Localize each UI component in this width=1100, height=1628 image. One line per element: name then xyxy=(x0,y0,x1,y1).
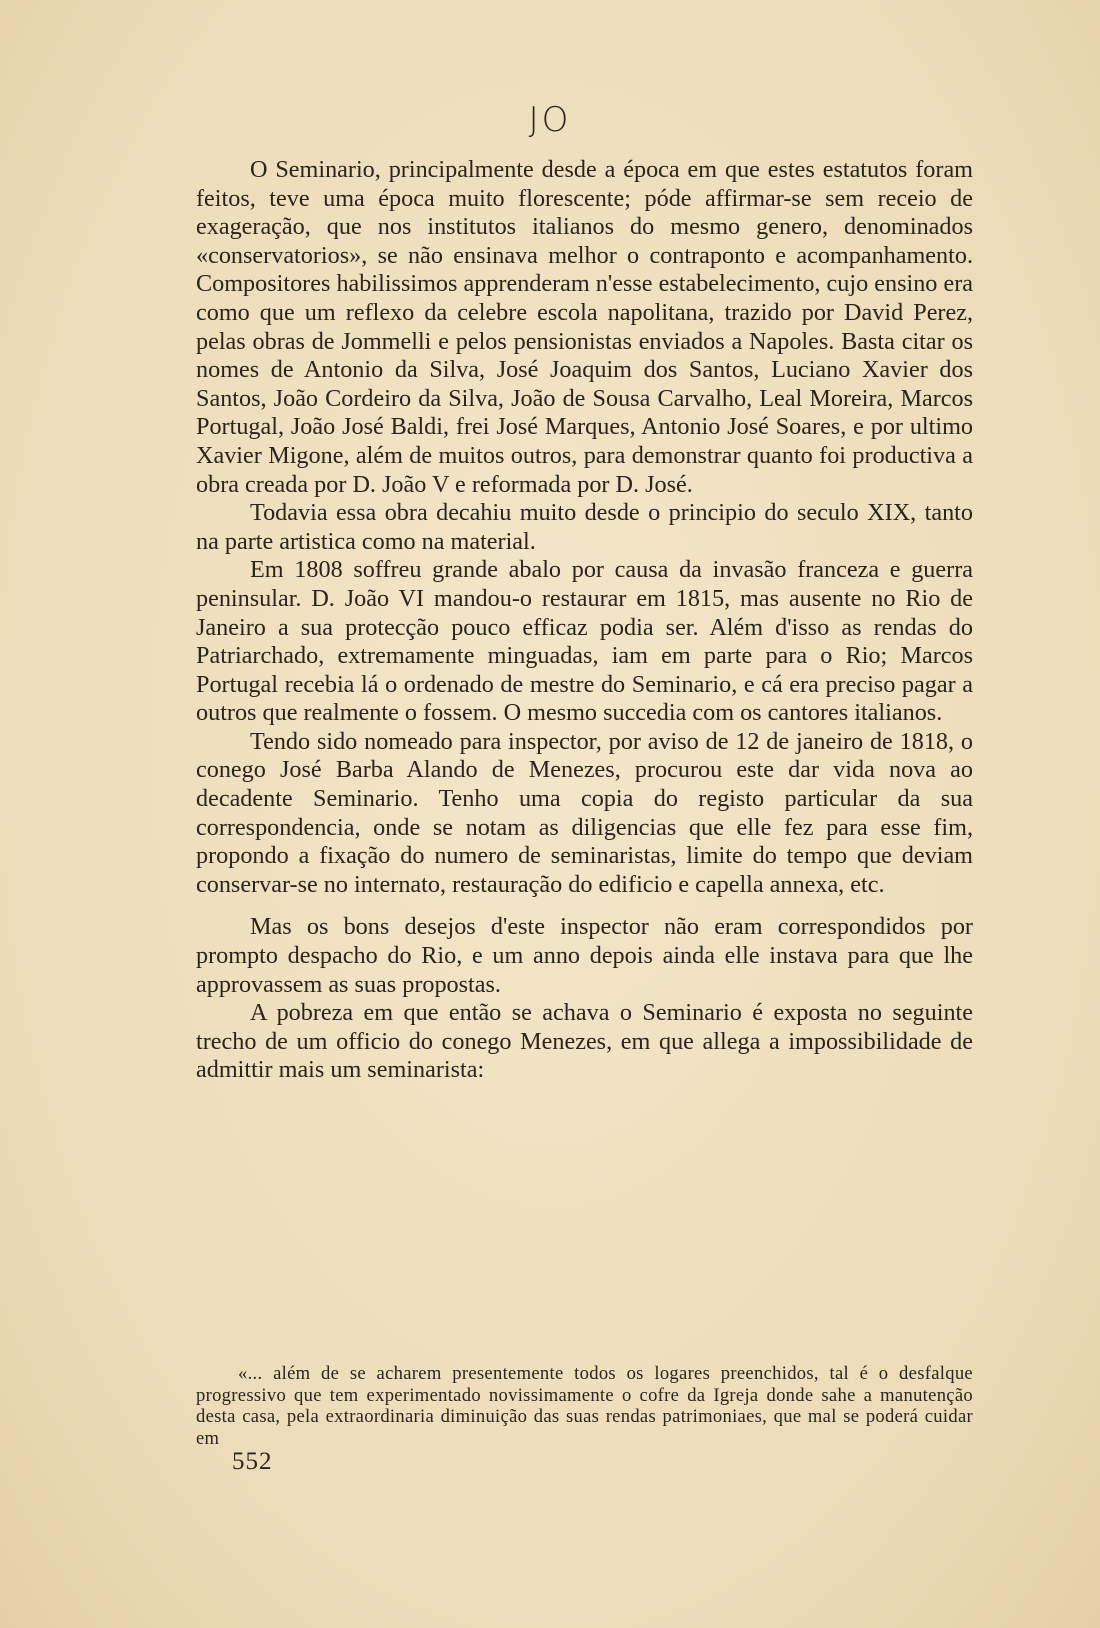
paragraph: Em 1808 soffreu grande abalo por causa da invasão franceza e guerra peninsular. D. João VI mandou-o restaurar em 1815, mas ausente no Rio de Janeiro a sua protecção pouco efficaz podia ser. Além d'isso as rendas do Patriarchado, extremamente minguadas, iam em parte para o Rio; Marcos Portugal recebia lá o ordenado de mestre do Seminario, e cá era preciso pagar a outros que realmente o fossem. O mesmo succedia com os cantores italianos. xyxy=(196,556,973,727)
body-text xyxy=(196,156,973,1085)
paragraph: A pobreza em que então se achava o Seminario é exposta no seguinte trecho de um officio do conego Menezes, em que allega a impossibilidade de admittir mais um seminarista: xyxy=(196,999,973,1084)
footnote-text: «... além de se acharem presentemente todos os logares preenchidos, tal é o desfalque progressivo que tem experimentado novissimamente o cofre da Igreja donde sahe a manutenção desta casa, pela extraordinaria diminuição das suas rendas patrimoniaes, que mal se poderá cuidar em xyxy=(196,1363,973,1449)
page-number: 552 xyxy=(232,1448,273,1475)
paragraph: Mas os bons desejos d'este inspector não eram correspondidos por prompto despacho do Rio, e um anno depois ainda elle instava para que lhe approvassem as suas propostas. xyxy=(196,913,973,998)
running-head: JO xyxy=(528,100,572,140)
paragraph: Tendo sido nomeado para inspector, por aviso de 12 de janeiro de 1818, o conego José Barba Alando de Menezes, procurou este dar vida nova ao decadente Seminario. Tenho uma copia do registo particular da sua correspondencia, onde se notam as diligencias que elle fez para esse fim, propondo a fixação do numero de seminaristas, limite do tempo que deviam conservar-se no internato, restauração do edificio e capella annexa, etc. xyxy=(196,727,973,898)
paragraph: O Seminario, principalmente desde a época em que estes estatutos foram feitos, teve uma época muito florescente; póde affirmar-se sem receio de exageração, que nos institutos italianos do mesmo genero, denominados «conservatorios», se não ensinava melhor o contraponto e acompanhamento. Compositores habilissimos apprenderam n'esse estabelecimento, cujo ensino era como que um reflexo da celebre escola napolitana, trazido por David Perez, pelas obras de Jommelli e pelos pensionistas enviados a Napoles. Basta citar os nomes de Antonio da Silva, José Joaquim dos Santos, Luciano Xavier dos Santos, João Cordeiro da Silva, João de Sousa Carvalho, Leal Moreira, Marcos Portugal, João José Baldi, frei José Marques, Antonio José Soares, e por ultimo Xavier Migone, além de muitos outros, para demonstrar quanto foi productiva a obra creada por D. João V e reformada por D. José. xyxy=(196,156,973,498)
paragraph: Todavia essa obra decahiu muito desde o principio do seculo XIX, tanto na parte artistica como na material. xyxy=(196,499,973,555)
footnote xyxy=(196,1363,973,1449)
